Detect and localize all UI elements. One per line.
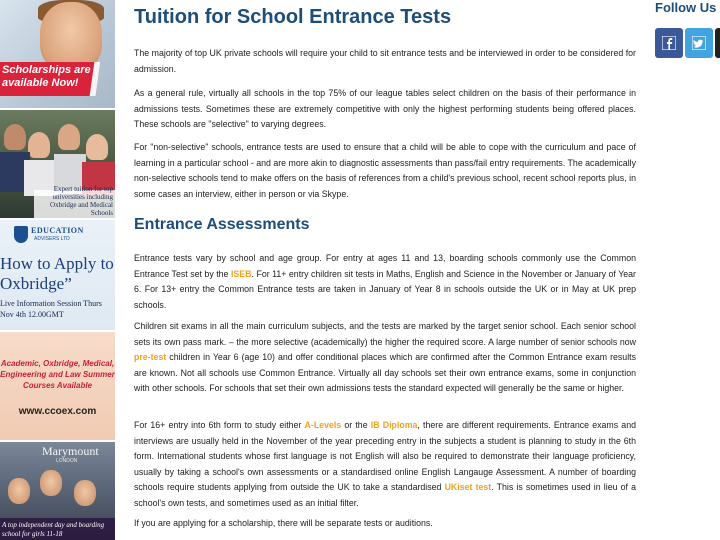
summer-courses-text: Academic, Oxbridge, Medical, Engineering and Law Summer Courses Available: [0, 359, 115, 390]
follow-us: [655, 0, 716, 15]
education-advisers-ad[interactable]: [0, 220, 115, 330]
entrance-paragraph-2: Children sit exams in all the main curriculum subjects, and the tests are marked by the target senior school. Each senior school sets its own pass mark. – the more selective (academically) the higher the required score. A large number of senior schools now pre-test children in Year 6 (age 10) and offer conditional places which are confirmed after the Common Entrance exam results are known. Not all schools use Common Entrance. Virtually all day schools set their own entrance exams, some in conjunction with other schools. For schools that set their own admissions tests the standard expected will generally be the same or higher.: [134, 321, 636, 393]
ukiset-test-link[interactable]: UKiset test: [444, 482, 492, 492]
scholarship-ad[interactable]: [0, 0, 115, 108]
ccoex-ad[interactable]: [0, 332, 115, 440]
facebook-icon: [662, 36, 676, 50]
marymount-logo: Marymount: [42, 444, 99, 458]
facebook-button[interactable]: [655, 28, 683, 58]
oxbridge-tuition-caption: Expert tuition for top universities including Oxbridge and Medical Schools: [50, 185, 113, 217]
sidebar-ads: [0, 0, 115, 540]
other-social-button[interactable]: [715, 28, 720, 58]
intro-paragraph-3: For "non-selective" schools, entrance tests are used to ensure that a child will be able to cope with the curriculum and pace of learning in a particular school - and are more akin to diagnostic assessments than pass/fail entry requirements. The academically non-selective schools tend to make offers on the basis of references from a child's previous school, recent school reports plus, in some cases an interview, either in person or via Skype.: [134, 142, 637, 199]
marymount-ad[interactable]: Marymount LONDON A top independent day and boarding school for girls 11-18: [0, 442, 115, 540]
scholarship-ad-text: Scholarships are available Now!: [2, 64, 91, 89]
section-title: Entrance Assessments: [134, 216, 310, 233]
iseb-link[interactable]: ISEB: [230, 268, 252, 279]
ccoex-url: www.ccoex.com: [18, 406, 97, 417]
intro-paragraph-2: As a general rule, virtually all schools in the top 75% of our league tables select children on the basis of their performance in admissions tests. Sometimes these are extremely competitive with only the highest performing students being offered places. These schools are "selective" to varying degrees.: [134, 88, 636, 129]
pre-test-link[interactable]: pre-test: [134, 352, 167, 362]
page-title: Tuition for School Entrance Tests: [134, 6, 452, 28]
oxbridge-tuition-ad[interactable]: [0, 110, 115, 218]
a-levels-link[interactable]: A-Levels: [304, 420, 342, 430]
twitter-icon: [692, 36, 706, 50]
info-session-text: Live Information Session Thurs Nov 4th 12.00GMT: [0, 299, 102, 319]
shield-icon: [14, 226, 28, 243]
oxbridge-apply-title: How to Apply to Oxbridge”: [0, 254, 114, 293]
intro-paragraph-1: The majority of top UK private schools will require your child to sit entrance tests and be interviewed in order to be considered for admission.: [134, 48, 636, 74]
follow-us-title: Follow Us: [655, 0, 717, 15]
entrance-paragraph-1: Entrance tests vary by school and age group. For entry at ages 11 and 13, boarding schools commonly use the Common Entrance Test set by the ISEB. For 11+ entry children sit tests in Maths, English and Science in the November or January of Year 6. For 13+ entry the Common Entrance tests are taken in January of Year 8 in schools outside the UK or in May at UK prep schools.: [134, 253, 636, 310]
twitter-button[interactable]: [685, 28, 713, 58]
scholarship-paragraph: If you are applying for a scholarship, there will be separate tests or auditions.: [134, 518, 433, 528]
ib-diploma-link[interactable]: IB Diploma: [370, 420, 418, 430]
education-advisers-logo: EDUCATION ADVISERS LTD: [14, 225, 110, 247]
entrance-paragraph-3: For 16+ entry into 6th form to study either A-Levels or the IB Diploma, there are different requirements. Entrance exams and interviews are usually held in the November of the year preceding entry in the subjects a student is planning to study in the 6th form. International students whose first language is not English will also be required to demonstrate their language proficiency, usually by taking a school's own assessments or a standardised online English Langauge Assessment. A number of boarding schools require students applying from outside the UK to take a standardised UKiset test. This is sometimes used in lieu of a school's own tests, and sometimes used as an initial filter.: [134, 420, 637, 508]
marymount-caption: A top independent day and boarding school for girls 11-18: [2, 521, 105, 538]
